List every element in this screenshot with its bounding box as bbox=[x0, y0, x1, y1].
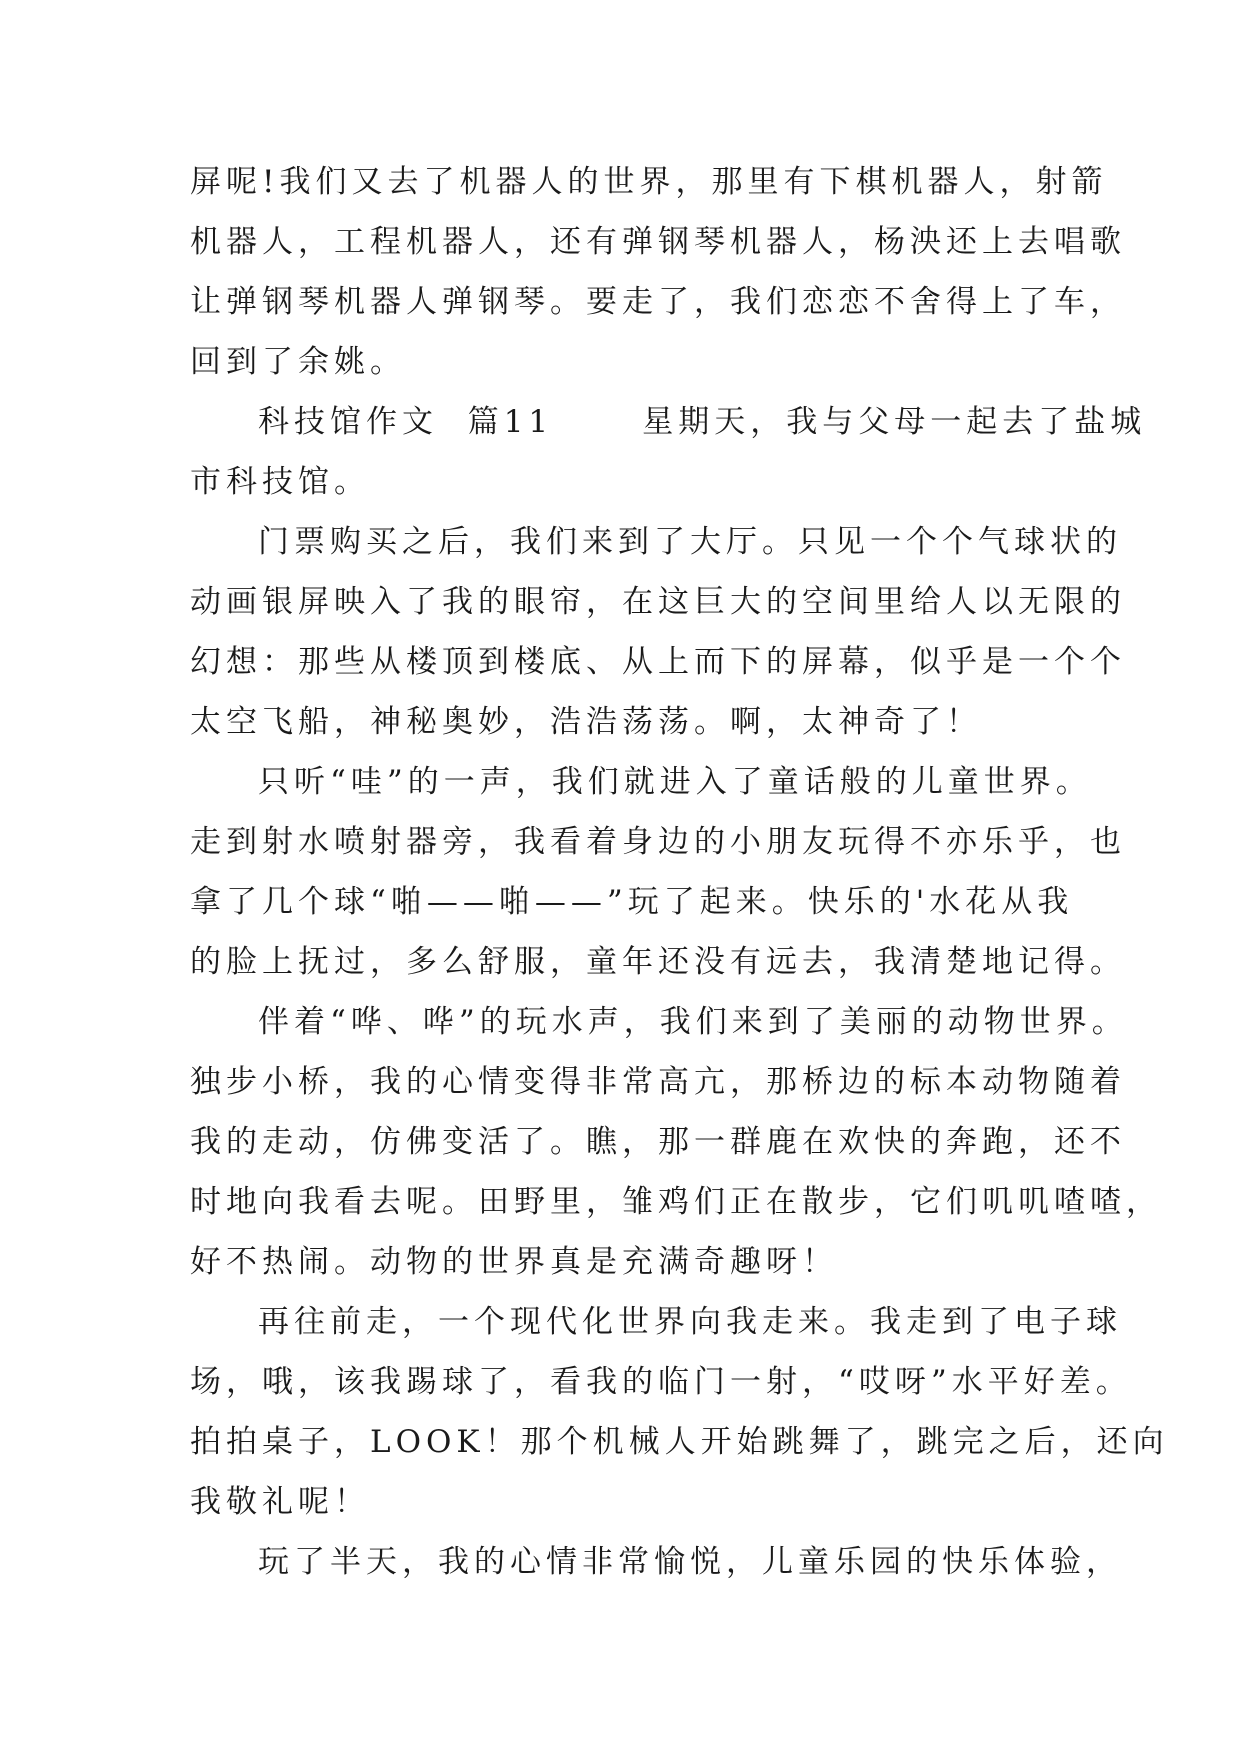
text-line: 拿了几个球“啪——啪——”玩了起来。快乐的'水花从我 bbox=[190, 884, 1074, 920]
text-line: 独步小桥，我的心情变得非常高亢，那桥边的标本动物随着 bbox=[190, 1064, 1126, 1100]
text-line: 只听“哇”的一声，我们就进入了童话般的儿童世界。 bbox=[258, 764, 1092, 800]
text-line: 再往前走，一个现代化世界向我走来。我走到了电子球 bbox=[258, 1304, 1122, 1340]
text-line: 回到了余姚。 bbox=[190, 344, 406, 380]
text-line: 让弹钢琴机器人弹钢琴。要走了，我们恋恋不舍得上了车， bbox=[190, 284, 1126, 320]
text-line: 走到射水喷射器旁，我看着身边的小朋友玩得不亦乐乎，也 bbox=[190, 824, 1126, 860]
text-line: 玩了半天，我的心情非常愉悦，儿童乐园的快乐体验， bbox=[258, 1544, 1122, 1580]
text-line: 的脸上抚过，多么舒服，童年还没有远去，我清楚地记得。 bbox=[190, 944, 1126, 980]
section-heading-line: 科技馆作文 篇11 星期天，我与父母一起去了盐城 bbox=[258, 404, 1147, 440]
text-line: 机器人，工程机器人，还有弹钢琴机器人，杨泱还上去唱歌 bbox=[190, 224, 1126, 260]
text-line: 场，哦，该我踢球了，看我的临门一射，“哎呀”水平好差。 bbox=[190, 1364, 1132, 1400]
text-line: 拍拍桌子，LOOK！那个机械人开始跳舞了，跳完之后，还向 bbox=[190, 1424, 1169, 1460]
text-line: 伴着“哗、哗”的玩水声，我们来到了美丽的动物世界。 bbox=[258, 1004, 1128, 1040]
text-line: 我的走动，仿佛变活了。瞧，那一群鹿在欢快的奔跑，还不 bbox=[190, 1124, 1126, 1160]
text-line: 好不热闹。动物的世界真是充满奇趣呀！ bbox=[190, 1244, 838, 1280]
text-line: 时地向我看去呢。田野里，雏鸡们正在散步，它们叽叽喳喳， bbox=[190, 1184, 1162, 1220]
article-body bbox=[190, 152, 1169, 1592]
text-line: 市科技馆。 bbox=[190, 464, 370, 500]
text-line: 屏呢!我们又去了机器人的世界，那里有下棋机器人，射箭 bbox=[190, 164, 1108, 200]
text-line: 幻想：那些从楼顶到楼底、从上而下的屏幕，似乎是一个个 bbox=[190, 644, 1126, 680]
text-line: 太空飞船，神秘奥妙，浩浩荡荡。啊，太神奇了！ bbox=[190, 704, 982, 740]
text-line: 动画银屏映入了我的眼帘，在这巨大的空间里给人以无限的 bbox=[190, 584, 1126, 620]
text-line: 我敬礼呢！ bbox=[190, 1484, 370, 1520]
text-line: 门票购买之后，我们来到了大厅。只见一个个气球状的 bbox=[258, 524, 1122, 560]
